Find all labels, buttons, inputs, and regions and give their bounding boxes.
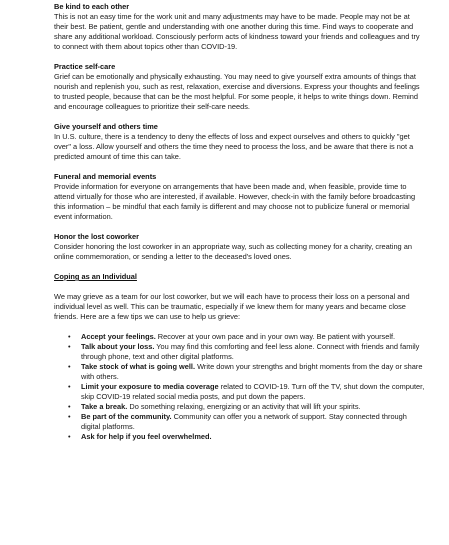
section-heading: Give yourself and others time xyxy=(54,122,158,131)
tip-bold: Be part of the community. xyxy=(81,412,172,421)
tip-text: You may find this comforting and feel less alone. Connect with friends and family through phone, text and other digital platforms. xyxy=(81,342,420,361)
section-body: Grief can be emotionally and physically exhausting. You may need to give yourself extra amounts of things that nourish and replenish you, such as rest, relaxation, exercise and diversions. Express your thoughts and feelings to trusted people, because that can be the most helpful. For some people, it helps to write things down. Remind and encourage colleagues to prioritize their self-care needs. xyxy=(54,72,420,111)
section-heading: Funeral and memorial events xyxy=(54,172,157,181)
section-body: Provide information for everyone on arrangements that have been made and, when feasible, provide time to attend virtually for those who are interested, if available. However, check-in with the family before broadcasting this information – be mindful that each family is different and may choose not to publicize funeral or memorial event information. xyxy=(54,182,416,221)
section-heading: Practice self-care xyxy=(54,62,116,71)
tip-text: Community can offer you a network of support. Stay connected through digital platforms. xyxy=(81,412,407,431)
bullet-icon: • xyxy=(68,362,71,371)
section-body: Consider honoring the lost coworker in an appropriate way, such as collecting money for a charity, creating an online commemoration, or sending a letter to the deceased's loved ones. xyxy=(54,242,412,261)
section-be-kind xyxy=(54,2,425,52)
list-item xyxy=(68,412,425,432)
section-heading: Honor the lost coworker xyxy=(54,232,140,241)
section-give-time xyxy=(54,122,425,162)
list-item xyxy=(68,362,425,382)
tip-bold: Limit your exposure to media coverage xyxy=(81,382,219,391)
section-body: This is not an easy time for the work unit and many adjustments may have to be made. People may not be at their best. Be patient, gentle and understanding with one another during this time. Find ways to cooperate and share any additional workload. Consciously perform acts of kindness toward your friends and colleagues and try to connect with them about topics other than COVID-19. xyxy=(54,12,420,51)
bullet-icon: • xyxy=(68,382,71,391)
tip-bold: Take stock of what is going well. xyxy=(81,362,196,371)
list-item xyxy=(68,432,425,442)
tip-bold: Accept your feelings. xyxy=(81,332,156,341)
bullet-icon: • xyxy=(68,432,71,441)
section-coping-individual xyxy=(54,272,425,442)
tip-bold: Ask for help if you feel overwhelmed. xyxy=(81,432,212,441)
section-self-care xyxy=(54,62,425,112)
bullet-icon: • xyxy=(68,342,71,351)
document-body xyxy=(54,2,425,452)
list-item xyxy=(68,402,425,412)
bullet-icon: • xyxy=(68,332,71,341)
section-intro: We may grieve as a team for our lost coworker, but we will each have to process their loss on a personal and individual level as well. This can be traumatic, especially if we knew them for many years and became close friends. Here are a few tips we can use to help us grieve: xyxy=(54,292,410,321)
section-funeral xyxy=(54,172,425,222)
tip-text: Recover at your own pace and in your own way. Be patient with yourself. xyxy=(155,332,396,341)
tip-text: related to COVID-19. Turn off the TV, shut down the computer, skip COVID-19 related social media posts, and put down the papers. xyxy=(81,382,425,401)
tip-text: Write down your strengths and bright moments from the day or share with others. xyxy=(81,362,423,381)
section-honor xyxy=(54,232,425,262)
tips-list xyxy=(54,332,425,442)
bullet-icon: • xyxy=(68,412,71,421)
list-item xyxy=(68,382,425,402)
list-item xyxy=(68,342,425,362)
bullet-icon: • xyxy=(68,402,71,411)
list-item xyxy=(68,332,425,342)
tip-bold: Take a break. xyxy=(81,402,128,411)
section-body: In U.S. culture, there is a tendency to deny the effects of loss and expect ourselves and others to quickly "get over" a loss. Allow yourself and others the time they need to process the loss, and be aware that there is not a predicted amount of time this can take. xyxy=(54,132,414,161)
tip-text: Do something relaxing, energizing or an activity that will lift your spirits. xyxy=(127,402,361,411)
section-heading-underlined: Coping as an Individual xyxy=(54,272,137,281)
tip-bold: Talk about your loss. xyxy=(81,342,155,351)
section-heading: Be kind to each other xyxy=(54,2,130,11)
